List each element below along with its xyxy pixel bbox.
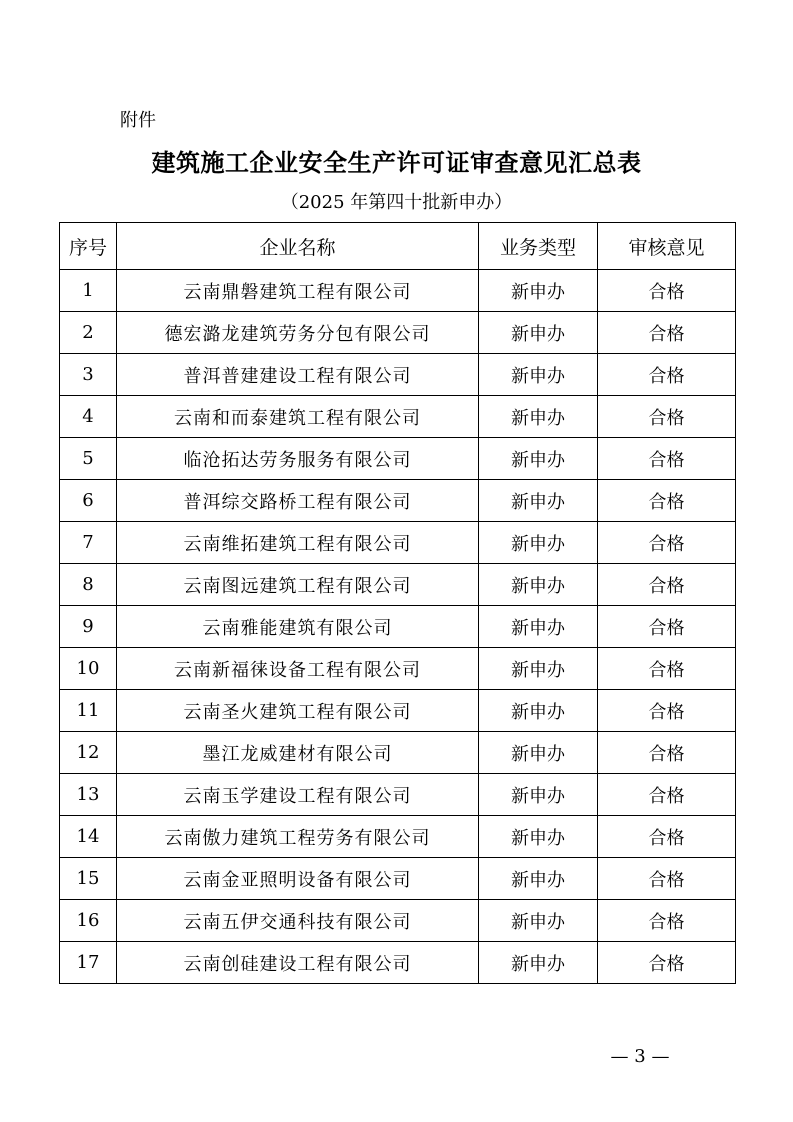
table-row [60,690,736,732]
row-number-cell: 15 [60,858,117,900]
company-name-cell: 德宏潞龙建筑劳务分包有限公司 [117,312,479,354]
business-type-cell: 新申办 [479,774,598,816]
company-name-cell: 云南金亚照明设备有限公司 [117,858,479,900]
column-header-type: 业务类型 [479,223,598,270]
business-type-cell: 新申办 [479,858,598,900]
business-type-cell: 新申办 [479,732,598,774]
table-row [60,522,736,564]
review-opinion-cell: 合格 [598,480,736,522]
business-type-cell: 新申办 [479,438,598,480]
business-type-cell: 新申办 [479,270,598,312]
company-name-cell: 云南傲力建筑工程劳务有限公司 [117,816,479,858]
company-name-cell: 云南和而泰建筑工程有限公司 [117,396,479,438]
table-row [60,942,736,984]
document-subtitle: （2025 年第四十批新申办） [280,192,513,213]
table-header-row [60,223,736,270]
review-opinion-cell: 合格 [598,606,736,648]
row-number-cell: 10 [60,648,117,690]
table-row [60,354,736,396]
review-opinion-cell: 合格 [598,900,736,942]
business-type-cell: 新申办 [479,480,598,522]
company-name-cell: 普洱普建建设工程有限公司 [117,354,479,396]
company-name-cell: 临沧拓达劳务服务有限公司 [117,438,479,480]
row-number-cell: 6 [60,480,117,522]
review-opinion-cell: 合格 [598,270,736,312]
row-number-cell: 12 [60,732,117,774]
table-row [60,606,736,648]
row-number-cell: 13 [60,774,117,816]
page-number: — 3 — [610,1046,670,1067]
company-name-cell: 墨江龙威建材有限公司 [117,732,479,774]
company-name-cell: 云南鼎磐建筑工程有限公司 [117,270,479,312]
table-row [60,312,736,354]
business-type-cell: 新申办 [479,648,598,690]
row-number-cell: 2 [60,312,117,354]
business-type-cell: 新申办 [479,690,598,732]
business-type-cell: 新申办 [479,606,598,648]
table-row [60,480,736,522]
document-title: 建筑施工企业安全生产许可证审查意见汇总表 [151,148,642,177]
row-number-cell: 7 [60,522,117,564]
business-type-cell: 新申办 [479,564,598,606]
company-name-cell: 云南创硅建设工程有限公司 [117,942,479,984]
review-opinion-cell: 合格 [598,354,736,396]
company-name-cell: 云南玉学建设工程有限公司 [117,774,479,816]
table-row [60,732,736,774]
row-number-cell: 8 [60,564,117,606]
company-name-cell: 云南雅能建筑有限公司 [117,606,479,648]
row-number-cell: 16 [60,900,117,942]
table-body [60,270,736,984]
business-type-cell: 新申办 [479,312,598,354]
review-opinion-cell: 合格 [598,648,736,690]
table-row [60,648,736,690]
review-opinion-cell: 合格 [598,690,736,732]
business-type-cell: 新申办 [479,522,598,564]
table-row [60,900,736,942]
review-opinion-cell: 合格 [598,438,736,480]
row-number-cell: 3 [60,354,117,396]
review-opinion-cell: 合格 [598,564,736,606]
row-number-cell: 17 [60,942,117,984]
row-number-cell: 11 [60,690,117,732]
column-header-opinion: 审核意见 [598,223,736,270]
column-header-no: 序号 [60,223,117,270]
review-opinion-cell: 合格 [598,942,736,984]
row-number-cell: 5 [60,438,117,480]
business-type-cell: 新申办 [479,354,598,396]
company-name-cell: 云南维拓建筑工程有限公司 [117,522,479,564]
review-opinion-cell: 合格 [598,396,736,438]
row-number-cell: 4 [60,396,117,438]
review-summary-table [59,222,736,984]
review-opinion-cell: 合格 [598,732,736,774]
review-opinion-cell: 合格 [598,312,736,354]
row-number-cell: 14 [60,816,117,858]
review-opinion-cell: 合格 [598,816,736,858]
table-row [60,270,736,312]
row-number-cell: 9 [60,606,117,648]
company-name-cell: 普洱综交路桥工程有限公司 [117,480,479,522]
table-row [60,396,736,438]
business-type-cell: 新申办 [479,396,598,438]
company-name-cell: 云南图远建筑工程有限公司 [117,564,479,606]
review-opinion-cell: 合格 [598,774,736,816]
table-row [60,564,736,606]
table-row [60,438,736,480]
column-header-company: 企业名称 [117,223,479,270]
table-row [60,774,736,816]
row-number-cell: 1 [60,270,117,312]
review-opinion-cell: 合格 [598,522,736,564]
business-type-cell: 新申办 [479,900,598,942]
table-row [60,858,736,900]
review-opinion-cell: 合格 [598,858,736,900]
table-row [60,816,736,858]
business-type-cell: 新申办 [479,942,598,984]
company-name-cell: 云南新福徕设备工程有限公司 [117,648,479,690]
business-type-cell: 新申办 [479,816,598,858]
company-name-cell: 云南圣火建筑工程有限公司 [117,690,479,732]
company-name-cell: 云南五伊交通科技有限公司 [117,900,479,942]
attachment-label: 附件 [120,110,156,131]
